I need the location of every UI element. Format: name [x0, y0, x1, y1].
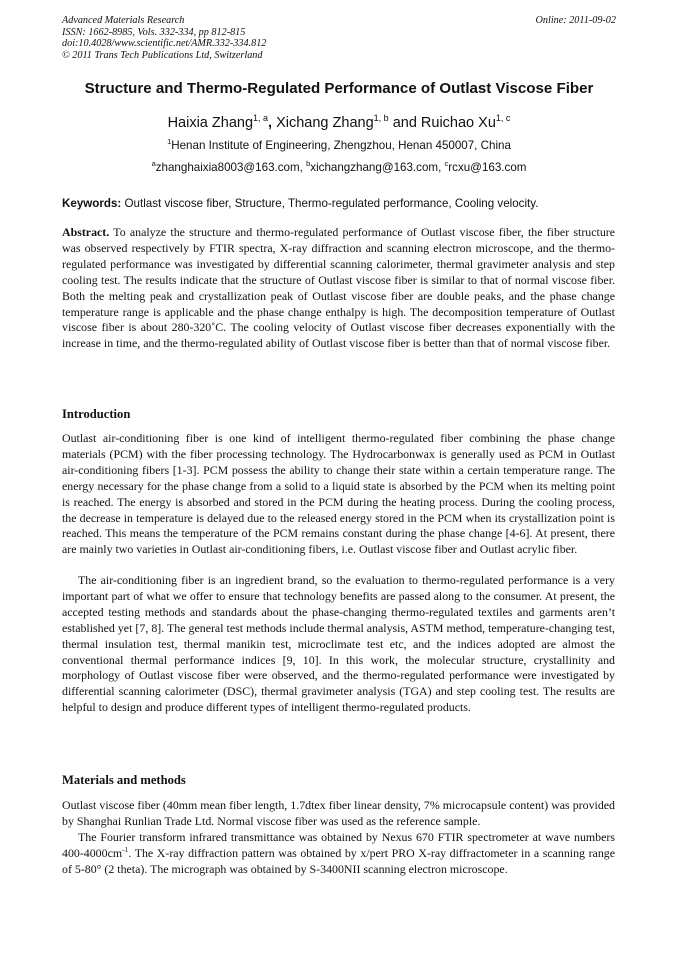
section-heading-materials: Materials and methods	[62, 773, 186, 787]
author-affiliation-mark: 1, c	[495, 113, 511, 123]
paragraph: The air-conditioning fiber is an ingredient brand, so the evaluation to thermo-regulated performance is a very important part of what we offer to ensure that technology benefits are passed along to the consumer. At present, the accepted testing methods and standards about the phase-changing thermo-regulated textiles and garments aren’t established yet [7, 8]. The general test methods include thermal analysis, ASTM method, temperature-changing test, thermal insulation test, thermal manikin test, microclimate test etc, and the indices adopted are almost the conventional thermal performance indices [9, 10]. In this work, the molecular structure, crystallinity and morphology of Outlast viscose fiber were observed, and the thermo-regulated performance were investigated by differential scanning calorimeter (DSC), thermal gravimeter analysis (TGA) and step cooling test. The results are helpful to design and produce different types of intelligent thermo-regulated products.	[62, 573, 615, 715]
paragraph-text: . The X-ray diffraction pattern was obtained by x/pert PRO X-ray diffractometer in a scanning range of 5-80° (2 theta). The micrograph was obtained by S-3400NII scanning electron microscope.	[62, 845, 615, 876]
abstract	[62, 225, 615, 352]
author-separator: and	[392, 115, 417, 131]
copyright-line: © 2011 Trans Tech Publications Ltd, Switzerland	[62, 49, 263, 61]
publication-info	[62, 15, 266, 61]
affiliation	[0, 138, 678, 153]
email-link[interactable]: rcxu@163.com	[448, 161, 527, 174]
author-list	[0, 114, 678, 132]
email-mark: c	[444, 159, 449, 168]
author-affiliation-mark: 1, b	[373, 113, 389, 123]
journal-name: Advanced Materials Research	[62, 15, 185, 26]
issn-line: ISSN: 1662-8985, Vols. 332-334, pp 812-815	[62, 26, 246, 38]
paragraph: Outlast viscose fiber (40mm mean fiber length, 1.7dtex fiber linear density, 7% microcapsule content) was provided by Shanghai Runlian Trade Ltd. Normal viscose fiber was used as the reference sample.	[62, 798, 615, 828]
author-name: Ruichao Xu	[420, 115, 496, 131]
abstract-label: Abstract.	[62, 225, 110, 239]
unit-exponent: -1	[122, 844, 129, 854]
author-name: Xichang Zhang	[276, 115, 374, 131]
affiliation-text: Henan Institute of Engineering, Zhengzhou, Henan 450007, China	[171, 139, 511, 152]
email-link[interactable]: zhanghaixia8003@163.com,	[155, 161, 303, 174]
email-link[interactable]: xichangzhang@163.com,	[310, 161, 442, 174]
author-affiliation-mark: 1, a	[253, 113, 269, 123]
paper-title: Structure and Thermo-Regulated Performance of Outlast Viscose Fiber	[84, 80, 594, 97]
online-date: Online: 2011-09-02	[535, 15, 616, 26]
email-mark: b	[306, 159, 311, 168]
email-mark: a	[151, 159, 156, 168]
keywords-label: Keywords:	[62, 197, 122, 210]
abstract-text: To analyze the structure and thermo-regulated performance of Outlast viscose fiber, the fiber structure was observed respectively by FTIR spectra, X-ray diffraction and scanning electron microscope, and the thermo-regulated performance was investigated by differential scanning calorimeter, thermal gravimeter analysis and step cooling test. The results indicate that the structure of Outlast viscose fiber is similar to that of normal viscose fiber. Both the melting peak and crystallization peak of Outlast viscose fiber are double peaks, and the phase change temperature range is applicable and the phase change enthalpy is high. The decomposition temperature of Outlast viscose fiber is about 280-320˚C. The cooling velocity of Outlast viscose fiber decreases exponentially with the increase in time, and the thermo-regulated ability of Outlast viscose fiber is better than that of normal viscose fiber.	[62, 225, 616, 351]
affiliation-mark: 1	[167, 137, 172, 146]
author-separator: ,	[268, 115, 273, 131]
doi-line: doi:10.4028/www.scientific.net/AMR.332-334.812	[62, 38, 267, 49]
paragraph-text: The Fourier transform infrared transmittance was obtained by Nexus 670 FTIR spectrometer at wave numbers 400-4000cm	[62, 830, 615, 860]
keywords-text: Outlast viscose fiber, Structure, Thermo-regulated performance, Cooling velocity.	[124, 197, 539, 210]
author-name: Haixia Zhang	[167, 115, 254, 131]
paragraph	[62, 830, 615, 878]
email-list	[0, 160, 678, 175]
paragraph: Outlast air-conditioning fiber is one kind of intelligent thermo-regulated fiber combining the phase change materials (PCM) with the fiber processing technology. The Hydrocarbonwax is generally used as PCM in Outlast air-conditioning fibers [1-3]. PCM possess the ability to change their state within a certain temperature range. The energy necessary for the phase change from a solid to a liquid state is absorbed by the PCM when its melting point is reached. The energy is absorbed and stored in the PCM during the heating process. During the cooling process, the decrease in temperature is delayed due to the released energy stored in the PCM when its crystallization point is reached. This means the temperature of the PCM remains constant during the phase change [4-6]. At present, there are mainly two varieties in Outlast air-conditioning fibers, i.e. Outlast viscose fiber and Outlast acrylic fiber.	[62, 431, 615, 557]
section-heading-introduction: Introduction	[62, 407, 131, 421]
keywords	[62, 196, 615, 211]
